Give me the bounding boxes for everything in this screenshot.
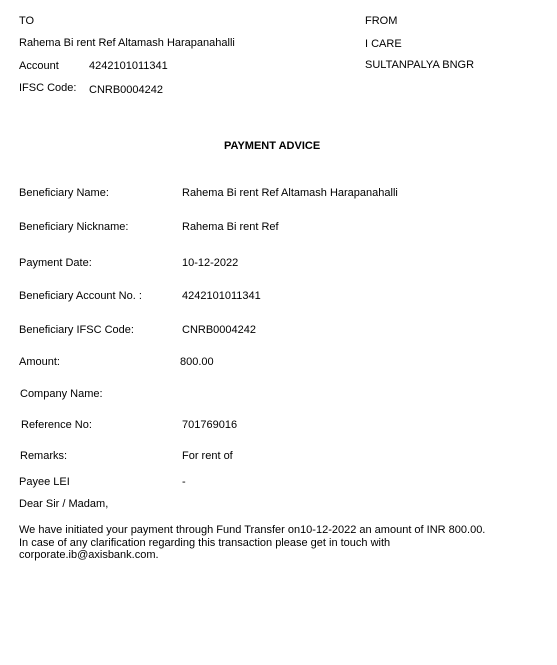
- ifsc-code-value: CNRB0004242: [182, 324, 256, 336]
- reference-no-value: 701769016: [182, 419, 238, 431]
- beneficiary-nickname-label: Beneficiary Nickname:: [19, 221, 129, 233]
- amount-value: 800.00: [180, 356, 214, 368]
- to-name: Rahema Bi rent Ref Altamash Harapanahalli: [19, 37, 235, 49]
- letter-line-3: corporate.ib@axisbank.com.: [19, 549, 159, 561]
- reference-no-label: Reference No:: [21, 419, 92, 431]
- company-name-label: Company Name:: [20, 388, 103, 400]
- letter-line-2: In case of any clarification regarding this transaction please get in touch with: [19, 536, 391, 549]
- account-no-label: Beneficiary Account No. :: [19, 290, 142, 302]
- payee-lei-value: -: [182, 476, 186, 488]
- beneficiary-nickname-value: Rahema Bi rent Ref: [182, 221, 279, 233]
- account-no-value: 4242101011341: [182, 290, 261, 302]
- beneficiary-name-value: Rahema Bi rent Ref Altamash Harapanahalli: [182, 187, 398, 199]
- ifsc-value: CNRB0004242: [89, 84, 163, 96]
- to-label: TO: [19, 15, 35, 27]
- ifsc-label: IFSC Code:: [19, 82, 77, 94]
- payment-date-label: Payment Date:: [19, 257, 92, 269]
- letter-line-1: We have initiated your payment through Fund Transfer on10-12-2022 an amount of INR 800.00.: [19, 524, 486, 536]
- page-title: PAYMENT ADVICE: [224, 140, 321, 152]
- payee-lei-label: Payee LEI: [19, 476, 70, 488]
- salutation: Dear Sir / Madam,: [19, 498, 109, 510]
- account-value: 4242101011341: [89, 60, 168, 72]
- from-name: I CARE: [365, 38, 402, 50]
- ifsc-code-label: Beneficiary IFSC Code:: [19, 324, 134, 336]
- letter-body: [19, 524, 539, 562]
- remarks-value: For rent of: [182, 450, 233, 462]
- from-label: FROM: [365, 15, 398, 27]
- amount-label: Amount:: [19, 356, 60, 368]
- payment-date-value: 10-12-2022: [182, 257, 239, 269]
- remarks-label: Remarks:: [20, 450, 68, 462]
- from-branch: SULTANPALYA BNGR: [365, 59, 475, 71]
- beneficiary-name-label: Beneficiary Name:: [19, 187, 109, 199]
- account-label: Account: [19, 60, 59, 72]
